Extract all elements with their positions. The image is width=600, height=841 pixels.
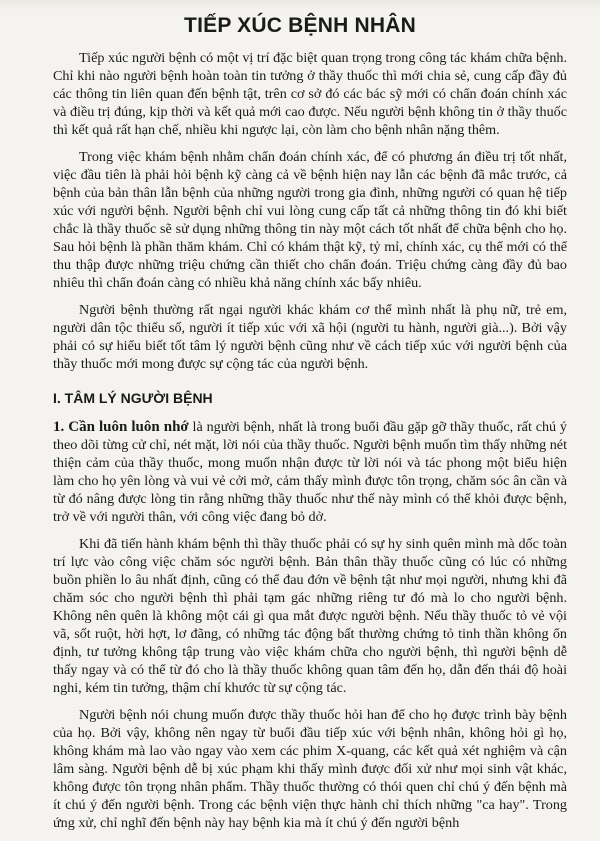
section-paragraph-1-text: là người bệnh, nhất là trong buổi đầu gặp gỡ thầy thuốc, rất chú ý theo dõi từng cử chỉ, nét mặt, lời nói của thầy thuốc. Người bệnh muốn tìm thấy những nét thiện cảm của thầy thuốc, mong muốn nhận được từ lời nói và tác phong một biểu hiện làm cho họ yên lòng và vui vẻ cởi mở, cảm thấy mình được tôn trọng, chăm sóc ân cần và từ đó nâng được lòng tin rằng những thầy thuốc như thế này mình có thể khỏi được bệnh, trở về với người thân, với công việc đang bỏ dở. bbox=[53, 419, 567, 525]
lead-term: 1. Cần luôn luôn nhớ bbox=[53, 419, 189, 435]
document-body bbox=[53, 49, 567, 841]
intro-paragraph-2: Trong việc khám bệnh nhằm chẩn đoán chính xác, để có phương án điều trị tốt nhất, việc đầu tiên là phải hỏi bệnh kỹ càng cả về bệnh hiện nay lẫn các bệnh đã mắc trước, cả bệnh của bản thân lẫn bệnh của những người trong gia đình, những người có quan hệ tiếp xúc với người bệnh. Người bệnh chỉ vui lòng cung cấp tất cả những thông tin đó khi biết chắc là thầy thuốc sẽ sử dụng những thông tin này một cách tốt nhất để chữa bệnh cho họ. Sau hỏi bệnh là phần thăm khám. Chỉ có khám thật kỹ, tỷ mỉ, chính xác, cụ thể mới có thể thu thập được những triệu chứng cần thiết cho chẩn đoán. Triệu chứng càng đầy đủ bao nhiêu thì chẩn đoán càng có nhiều khả năng chính xác bấy nhiêu. bbox=[53, 149, 567, 291]
page-title: TIẾP XÚC BỆNH NHÂN bbox=[184, 14, 416, 37]
section-paragraph-2: Khi đã tiến hành khám bệnh thì thầy thuốc phải có sự hy sinh quên mình mà dốc toàn trí lực vào công việc chăm sóc người bệnh. Bản thân thầy thuốc cũng có lúc có những buồn phiền lo âu nhất định, cũng có thể đau đớn về bệnh tật như mọi người, nhưng khi đã chăm sóc cho người bệnh thì phải tạm gác những riêng tư đó mà lo cho người bệnh. Không nên quên là không một cái gì qua mắt được người bệnh. Nếu thầy thuốc tỏ vẻ vội vã, sốt ruột, hời hợt, lơ đãng, có những tác động bất thường chứng tỏ tinh thần không ổn định, tư tưởng không tập trung vào việc khám chữa cho người bệnh, thì người bệnh dễ thấy ngay và có thể từ đó cho là thầy thuốc không quan tâm đến họ, dẫn đến thái độ hoài nghi, kém tin tưởng, thậm chí khước từ sự cộng tác. bbox=[53, 536, 567, 696]
intro-paragraph-3: Người bệnh thường rất ngại người khác khám cơ thể mình nhất là phụ nữ, trẻ em, người dân tộc thiểu số, người ít tiếp xúc với xã hội (người tu hành, người già...). Bởi vậy phải có sự hiểu biết tốt tâm lý người bệnh cũng như về cách tiếp xúc với người bệnh của thầy thuốc mới mong được sự cộng tác của người bệnh. bbox=[53, 302, 567, 372]
section-heading: I. TÂM LÝ NGƯỜI BỆNH bbox=[53, 390, 213, 406]
page-top-edge bbox=[0, 0, 600, 10]
intro-paragraph-1: Tiếp xúc người bệnh có một vị trí đặc biệt quan trọng trong công tác khám chữa bệnh. Chỉ khi nào người bệnh hoàn toàn tin tưởng ở thầy thuốc thì mới chia sẻ, cung cấp đầy đủ các thông tin liên quan đến bệnh tật, trên cơ sở đó các bác sỹ mới có chẩn đoán chính xác và điều trị đúng, kịp thời và kết quả mới cao được. Nếu người bệnh không tin ở thầy thuốc thì kết quả rất hạn chế, nhiều khi ngược lại, còn làm cho bệnh nhân nặng thêm. bbox=[53, 50, 567, 138]
section-paragraph-1 bbox=[53, 418, 567, 526]
section-paragraph-3: Người bệnh nói chung muốn được thầy thuốc hỏi han để cho họ được trình bày bệnh của họ. Bởi vậy, không nên ngay từ buổi đầu tiếp xúc với bệnh nhân, không hỏi gì họ, không khám mà lao vào ngay vào xem các phim X-quang, các kết quả xét nghiệm và cận lâm sàng. Người bệnh dễ bị xúc phạm khi thấy mình được đối xử như mọi sinh vật khác, không được tôn trọng nhân phẩm. Thầy thuốc thường có thói quen chỉ chú ý đến bệnh mà ít chú ý đến người bệnh. Trong các bệnh viện thực hành chỉ thích những "ca hay". Trong ứng xử, chỉ nghĩ đến bệnh này hay bệnh kia mà ít chú ý đến người bệnh bbox=[53, 707, 567, 831]
